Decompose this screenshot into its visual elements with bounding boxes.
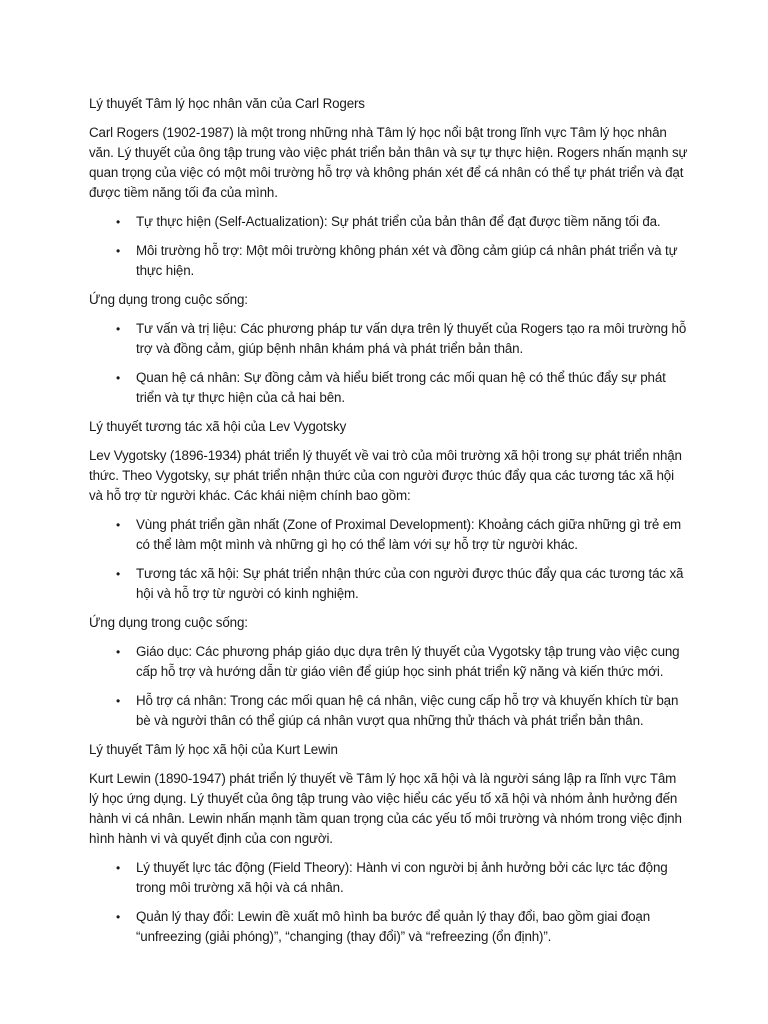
concept-list-rogers xyxy=(89,212,688,281)
section-title-vygotsky: Lý thuyết tương tác xã hội của Lev Vygotsky xyxy=(89,419,347,434)
list-item: • Hỗ trợ cá nhân: Trong các mối quan hệ cá nhân, việc cung cấp hỗ trợ và khuyến khích từ bạn bè và người thân có thể giúp cá nhân vượt qua những thử thách và phát triển bản thân. xyxy=(116,693,679,728)
list-item: • Tương tác xã hội: Sự phát triển nhận thức của con người được thúc đẩy qua các tương tác xã hội và hỗ trợ từ người có kinh nghiệm. xyxy=(116,566,684,601)
bullet-icon: • xyxy=(116,215,121,229)
bullet-icon: • xyxy=(116,518,121,532)
list-item: • Quản lý thay đổi: Lewin đề xuất mô hình ba bước để quản lý thay đổi, bao gồm giai đoạn “unfreezing (giải phóng)”, “changing (thay đổi)” và “refreezing (ổn định)”. xyxy=(116,909,651,944)
bullet-icon: • xyxy=(116,322,121,336)
applications-heading-rogers: Ứng dụng trong cuộc sống: xyxy=(89,292,248,307)
list-item: • Quan hệ cá nhân: Sự đồng cảm và hiểu biết trong các mối quan hệ có thể thúc đẩy sự phát triển và tự thực hiện của cả hai bên. xyxy=(116,370,666,405)
bullet-icon: • xyxy=(116,371,121,385)
list-item: • Lý thuyết lực tác động (Field Theory): Hành vi con người bị ảnh hưởng bởi các lực tác động trong môi trường xã hội và cá nhân. xyxy=(116,860,668,895)
concept-list-lewin xyxy=(89,858,688,947)
bullet-icon: • xyxy=(116,910,121,924)
bullet-icon: • xyxy=(116,567,121,581)
list-item: • Giáo dục: Các phương pháp giáo dục dựa trên lý thuyết của Vygotsky tập trung vào việc cung cấp hỗ trợ và hướng dẫn từ giáo viên để giúp học sinh phát triển kỹ năng và kiến thức mới. xyxy=(116,644,680,679)
list-item: • Tư vấn và trị liệu: Các phương pháp tư vấn dựa trên lý thuyết của Rogers tạo ra môi trường hỗ trợ và đồng cảm, giúp bệnh nhân khám phá và phát triển bản thân. xyxy=(116,321,687,356)
list-item: • Vùng phát triển gần nhất (Zone of Proximal Development): Khoảng cách giữa những gì trẻ em có thể làm một mình và những gì họ có thể làm với sự hỗ trợ từ người khác. xyxy=(116,517,681,552)
applications-heading-vygotsky: Ứng dụng trong cuộc sống: xyxy=(89,615,248,630)
application-list-rogers xyxy=(89,319,688,408)
list-item: • Tự thực hiện (Self-Actualization): Sự phát triển của bản thân để đạt được tiềm năng tối đa. xyxy=(89,212,688,232)
section-intro-vygotsky: Lev Vygotsky (1896-1934) phát triển lý thuyết về vai trò của môi trường xã hội trong sự phát triển nhận thức. Theo Vygotsky, sự phát triển nhận thức của con người được thúc đẩy qua các tương tác xã hội và hỗ trợ từ người khác. Các khái niệm chính bao gồm: xyxy=(89,448,682,503)
bullet-icon: • xyxy=(116,861,121,875)
section-title-rogers: Lý thuyết Tâm lý học nhân văn của Carl Rogers xyxy=(89,96,365,111)
bullet-icon: • xyxy=(116,645,121,659)
section-intro-rogers: Carl Rogers (1902-1987) là một trong những nhà Tâm lý học nổi bật trong lĩnh vực Tâm lý học nhân văn. Lý thuyết của ông tập trung vào việc phát triển bản thân và sự tự thực hiện. Rogers nhấn mạnh sự quan trọng của việc có một môi trường hỗ trợ và không phán xét để cá nhân có thể tự phát triển và đạt được tiềm năng tối đa của mình. xyxy=(89,125,688,200)
bullet-icon: • xyxy=(116,694,121,708)
list-item: • Môi trường hỗ trợ: Một môi trường không phán xét và đồng cảm giúp cá nhân phát triển và tự thực hiện. xyxy=(116,243,678,278)
bullet-icon: • xyxy=(116,244,121,258)
section-title-lewin: Lý thuyết Tâm lý học xã hội của Kurt Lewin xyxy=(89,742,338,757)
concept-list-vygotsky xyxy=(89,515,688,604)
section-intro-lewin: Kurt Lewin (1890-1947) phát triển lý thuyết về Tâm lý học xã hội và là người sáng lập ra lĩnh vực Tâm lý học ứng dụng. Lý thuyết của ông tập trung vào việc hiểu các yếu tố xã hội và nhóm ảnh hưởng đến hành vi cá nhân. Lewin nhấn mạnh tầm quan trọng của các yếu tố môi trường và nhóm trong việc định hình hành vi và quyết định của con người. xyxy=(89,771,682,846)
application-list-vygotsky xyxy=(89,642,688,731)
